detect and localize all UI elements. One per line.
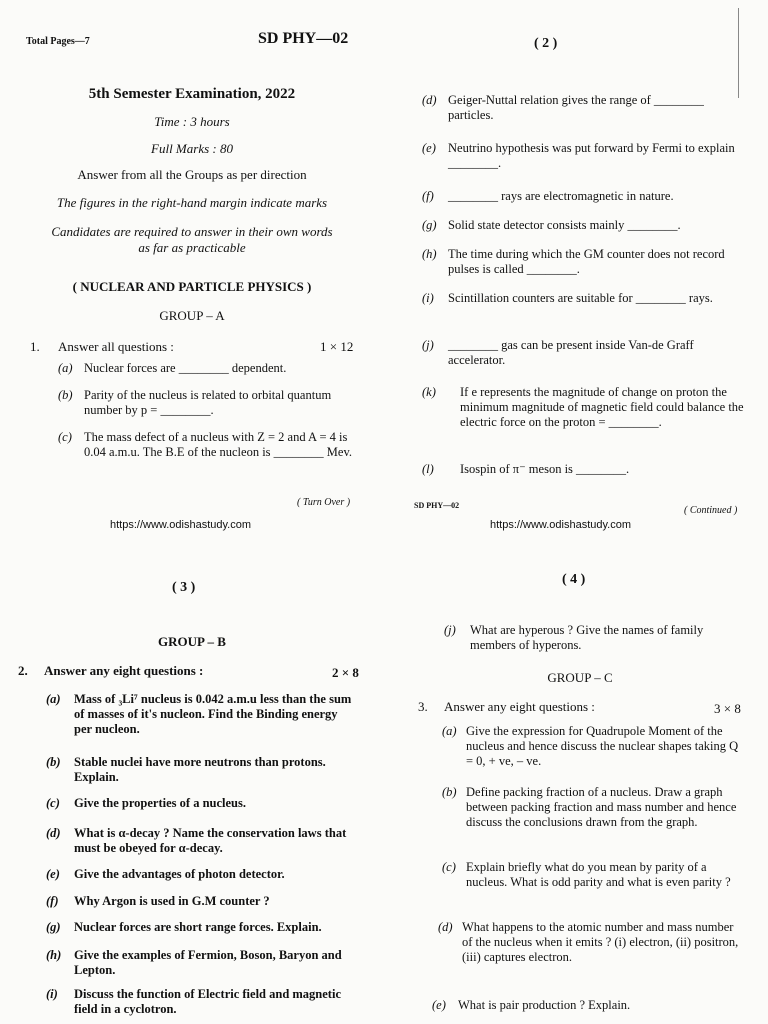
question-1a bbox=[58, 361, 358, 381]
item-label: (d) bbox=[422, 93, 437, 107]
page-number: ( 4 ) bbox=[562, 572, 586, 587]
question-3d bbox=[438, 920, 742, 984]
question-3-number: 3. bbox=[418, 699, 428, 714]
source-url: https://www.odishastudy.com bbox=[110, 519, 252, 531]
page-edge-line bbox=[738, 8, 739, 98]
item-text: Mass of ₃Li⁷ nucleus is 0.042 a.m.u less than the sum of masses of it's nucleon. Find the Binding energy per nucleon. bbox=[74, 692, 352, 736]
item-label: (i) bbox=[46, 987, 58, 1001]
item-text: Give the expression for Quadrupole Moment of the nucleus and hence discuss the nuclear shapes taking Q = 0, + ve, – ve. bbox=[466, 724, 739, 768]
item-label: (l) bbox=[422, 462, 434, 476]
item-label: (d) bbox=[438, 920, 453, 934]
group-c-heading: GROUP – C bbox=[547, 670, 613, 685]
item-label: (f) bbox=[46, 894, 59, 908]
item-label: (d) bbox=[46, 826, 61, 840]
item-label: (a) bbox=[46, 692, 61, 706]
item-label: (j) bbox=[422, 338, 434, 352]
item-label: (a) bbox=[58, 361, 73, 375]
item-text: Geiger-Nuttal relation gives the range of ________ particles. bbox=[448, 93, 704, 122]
group-a-heading: GROUP – A bbox=[159, 308, 225, 323]
item-text: Neutrino hypothesis was put forward by Fermi to explain ________. bbox=[448, 141, 735, 170]
exam-page-1 bbox=[0, 0, 384, 548]
item-label: (e) bbox=[432, 998, 446, 1012]
item-text: Scintillation counters are suitable for ________ rays. bbox=[448, 291, 713, 305]
group-b-heading: GROUP – B bbox=[158, 634, 226, 649]
question-1g bbox=[422, 218, 752, 238]
paper-code: SD PHY—02 bbox=[258, 30, 349, 47]
item-label: (f) bbox=[422, 189, 434, 203]
question-3-text: Answer any eight questions : bbox=[444, 699, 595, 714]
question-2j bbox=[444, 623, 744, 657]
instruction-marks-margin: The figures in the right-hand margin indicate marks bbox=[56, 195, 328, 210]
item-text: Give the advantages of photon detector. bbox=[74, 867, 285, 881]
item-label: (h) bbox=[422, 247, 437, 261]
item-label: (c) bbox=[46, 796, 60, 810]
item-label: (b) bbox=[58, 388, 73, 402]
item-label: (b) bbox=[442, 785, 457, 799]
question-2i bbox=[46, 987, 356, 1021]
full-marks: Full Marks : 80 bbox=[151, 141, 233, 156]
item-text: Discuss the function of Electric field and magnetic field in a cyclotron. bbox=[74, 987, 341, 1016]
exam-page-2 bbox=[392, 0, 768, 548]
subject-title: ( NUCLEAR AND PARTICLE PHYSICS ) bbox=[72, 279, 312, 294]
item-text: If e represents the magnitude of change on proton the minimum magnitude of magnetic field could balance the electric force on the proton = ________. bbox=[460, 385, 744, 429]
page-number: ( 2 ) bbox=[534, 36, 558, 51]
question-1j bbox=[422, 338, 752, 372]
exam-page-3 bbox=[0, 556, 384, 1024]
item-text: What is α-decay ? Name the conservation laws that must be obeyed for α-decay. bbox=[74, 826, 347, 855]
item-label: (e) bbox=[46, 867, 60, 881]
item-text: What happens to the atomic number and mass number of the nucleus when it emits ? (i) electron, (ii) positron, (iii) captures electron. bbox=[462, 920, 739, 964]
total-pages: Total Pages—7 bbox=[26, 36, 90, 47]
item-label: (c) bbox=[442, 860, 456, 874]
item-text: The time during which the GM counter does not record pulses is called ________. bbox=[448, 247, 725, 276]
instruction-own-words-1: Candidates are required to answer in their own words bbox=[51, 224, 333, 239]
item-label: (j) bbox=[444, 623, 456, 637]
item-text: Stable nuclei have more neutrons than protons. Explain. bbox=[74, 755, 326, 784]
item-label: (h) bbox=[46, 948, 62, 962]
item-text: Why Argon is used in G.M counter ? bbox=[74, 894, 270, 908]
item-label: (b) bbox=[46, 755, 61, 769]
question-3b bbox=[442, 785, 742, 849]
exam-page-4 bbox=[392, 556, 768, 1024]
question-2b bbox=[46, 755, 356, 789]
item-text: Give the properties of a nucleus. bbox=[74, 796, 246, 810]
question-1l bbox=[422, 462, 752, 482]
question-2h bbox=[46, 948, 356, 982]
question-2-number: 2. bbox=[18, 663, 28, 678]
item-label: (e) bbox=[422, 141, 436, 155]
instruction-own-words-2: as far as practicable bbox=[138, 240, 246, 255]
question-2d bbox=[46, 826, 356, 860]
item-text: ________ gas can be present inside Van-de Graff accelerator. bbox=[448, 338, 694, 367]
item-text: What are hyperous ? Give the names of family members of hyperons. bbox=[470, 623, 704, 652]
page-number: ( 3 ) bbox=[172, 580, 196, 595]
turn-over-note: ( Turn Over ) bbox=[297, 497, 351, 508]
item-label: (a) bbox=[442, 724, 457, 738]
item-text: Nuclear forces are ________ dependent. bbox=[84, 361, 287, 375]
instruction-answer-groups: Answer from all the Groups as per direction bbox=[77, 167, 307, 182]
question-3e bbox=[432, 998, 742, 1018]
item-text: Nuclear forces are short range forces. Explain. bbox=[74, 920, 322, 934]
item-label: (k) bbox=[422, 385, 436, 399]
question-1i bbox=[422, 291, 752, 325]
item-text: Solid state detector consists mainly ________. bbox=[448, 218, 681, 232]
item-label: (g) bbox=[46, 920, 61, 934]
question-1e bbox=[422, 141, 752, 175]
question-1-number: 1. bbox=[30, 339, 40, 354]
question-1-marks: 1 × 12 bbox=[320, 339, 354, 354]
question-1b bbox=[58, 388, 358, 422]
question-2-text: Answer any eight questions : bbox=[44, 663, 204, 678]
question-2e bbox=[46, 867, 356, 887]
item-text: Give the examples of Fermion, Boson, Baryon and Lepton. bbox=[74, 948, 342, 977]
time-allowed: Time : 3 hours bbox=[154, 114, 230, 129]
item-text: Isospin of π⁻ meson is ________. bbox=[460, 462, 630, 476]
question-2f bbox=[46, 894, 356, 914]
item-text: ________ rays are electromagnetic in nature. bbox=[448, 189, 674, 203]
source-url: https://www.odishastudy.com bbox=[490, 519, 632, 531]
item-text: Parity of the nucleus is related to orbital quantum number by p = ________. bbox=[84, 388, 332, 417]
item-text: Define packing fraction of a nucleus. Draw a graph between packing fraction and mass number and hence discuss the conclusions drawn from the graph. bbox=[466, 785, 737, 829]
item-label: (c) bbox=[58, 430, 72, 444]
question-2-marks: 2 × 8 bbox=[332, 665, 359, 680]
item-label: (i) bbox=[422, 291, 434, 305]
question-1d bbox=[422, 93, 752, 127]
question-1h bbox=[422, 247, 752, 281]
question-2c bbox=[46, 796, 356, 816]
question-1-text: Answer all questions : bbox=[58, 339, 174, 354]
question-3-marks: 3 × 8 bbox=[714, 701, 741, 716]
exam-title: 5th Semester Examination, 2022 bbox=[88, 86, 296, 102]
question-2g bbox=[46, 920, 356, 940]
continued-note: ( Continued ) bbox=[684, 505, 738, 516]
question-3c bbox=[442, 860, 742, 910]
question-2a bbox=[46, 692, 356, 742]
question-3a bbox=[442, 724, 742, 774]
item-text: Explain briefly what do you mean by parity of a nucleus. What is odd parity and what is even parity ? bbox=[466, 860, 731, 889]
question-1k bbox=[422, 385, 752, 449]
question-1c bbox=[58, 430, 358, 480]
item-text: The mass defect of a nucleus with Z = 2 and A = 4 is 0.04 a.m.u. The B.E of the nucleon is ________ Mev. bbox=[84, 430, 353, 459]
question-1f bbox=[422, 189, 752, 209]
item-text: What is pair production ? Explain. bbox=[458, 998, 631, 1012]
footer-paper-code: SD PHY—02 bbox=[414, 501, 460, 510]
item-label: (g) bbox=[422, 218, 437, 232]
